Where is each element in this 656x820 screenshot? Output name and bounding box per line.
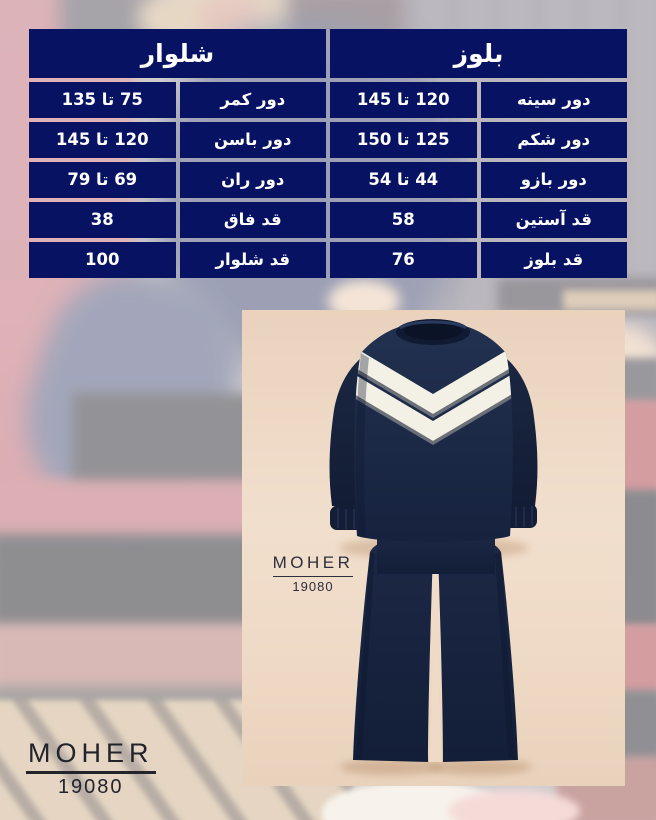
pants-label: دور باسن (180, 122, 327, 158)
size-table (29, 29, 627, 278)
table-header-blouse: بلوز (330, 29, 627, 78)
pants-label: دور ران (180, 162, 327, 198)
blouse-label: دور شکم (481, 122, 628, 158)
blouse-label: دور بازو (481, 162, 628, 198)
pants-value: 38 (29, 202, 176, 238)
blouse-label: دور سینه (481, 82, 628, 118)
footer-brand-name: MOHER (26, 738, 156, 774)
blouse-value: 125 تا 150 (330, 122, 477, 158)
blouse-value: 58 (330, 202, 477, 238)
pants-label: دور کمر (180, 82, 327, 118)
pants-value: 120 تا 145 (29, 122, 176, 158)
pants-value: 75 تا 135 (29, 82, 176, 118)
footer-brand-code: 19080 (57, 776, 124, 798)
blouse-value: 76 (330, 242, 477, 278)
pants-value: 100 (29, 242, 176, 278)
card-brand-name: MOHER (273, 553, 354, 577)
footer-brand (26, 738, 156, 799)
sweatshirt (330, 319, 538, 542)
table-header-pants: شلوار (29, 29, 326, 78)
card-brand-label (268, 553, 358, 594)
product-photo-card (242, 310, 625, 786)
collar (396, 319, 470, 345)
blouse-value: 120 تا 145 (330, 82, 477, 118)
pants-label: قد شلوار (180, 242, 327, 278)
pants (353, 532, 518, 762)
pants-value: 69 تا 79 (29, 162, 176, 198)
blouse-label: قد آستین (481, 202, 628, 238)
blouse-label: قد بلوز (481, 242, 628, 278)
card-brand-code: 19080 (292, 579, 334, 594)
tracksuit-illustration (242, 310, 625, 786)
pants-label: قد فاق (180, 202, 327, 238)
pants-inseam-gap (429, 610, 442, 762)
blouse-value: 44 تا 54 (330, 162, 477, 198)
